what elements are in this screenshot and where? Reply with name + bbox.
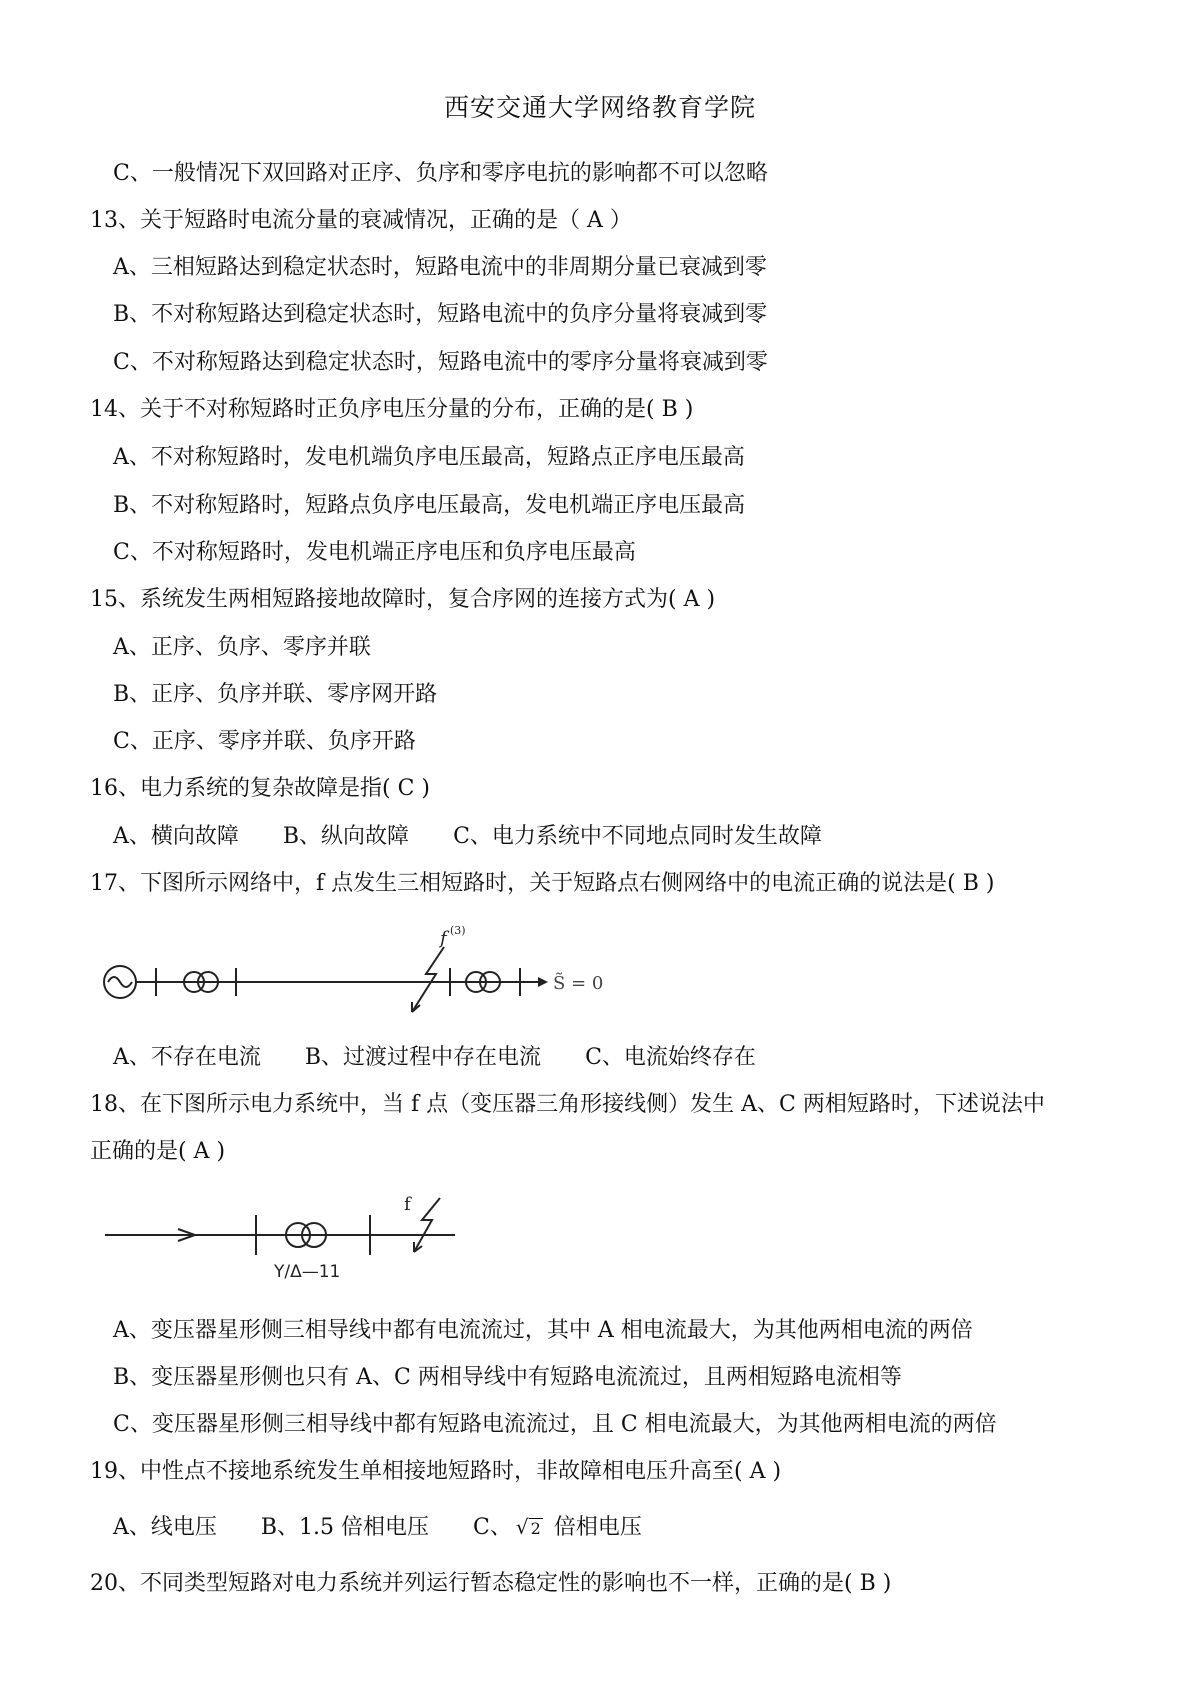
option-16a: A、横向故障 bbox=[113, 824, 239, 849]
figure-17-diagram bbox=[100, 912, 620, 1022]
question-18: 18、在下图所示电力系统中，当 f 点（变压器三角形接线侧）发生 A、C 两相短路时，下述说法中 bbox=[90, 1092, 1045, 1117]
option-14b: B、不对称短路时，短路点负序电压最高，发电机端正序电压最高 bbox=[113, 493, 746, 518]
sqrt-symbol: √ 2 bbox=[515, 1515, 541, 1539]
question-14: 14、关于不对称短路时正负序电压分量的分布，正确的是( B ) bbox=[90, 397, 694, 422]
question-19: 19、中性点不接地系统发生单相接地短路时，非故障相电压升高至( A ) bbox=[90, 1459, 782, 1484]
option-18a: A、变压器星形侧三相导线中都有电流流过，其中 A 相电流最大，为其他两相电流的两倍 bbox=[113, 1318, 973, 1343]
option-18c: C、变压器星形侧三相导线中都有短路电流流过，且 C 相电流最大，为其他两相电流的两倍 bbox=[113, 1412, 997, 1437]
question-18-continued: 正确的是( A ) bbox=[90, 1139, 226, 1164]
option-13a: A、三相短路达到稳定状态时，短路电流中的非周期分量已衰减到零 bbox=[113, 255, 767, 280]
option-12c: C、一般情况下双回路对正序、负序和零序电抗的影响都不可以忽略 bbox=[113, 161, 768, 186]
option-17a: A、不存在电流 bbox=[113, 1045, 261, 1070]
fault-label-sup: (3) bbox=[450, 924, 466, 937]
fault-label-f: f bbox=[404, 1194, 411, 1215]
option-19a: A、线电压 bbox=[113, 1515, 217, 1540]
option-15c: C、正序、零序并联、负序开路 bbox=[113, 729, 416, 754]
option-17c: C、电流始终存在 bbox=[585, 1045, 756, 1070]
option-15a: A、正序、负序、零序并联 bbox=[113, 635, 371, 660]
figure-18-diagram bbox=[100, 1180, 480, 1280]
load-label: S̃ = 0 bbox=[553, 973, 604, 994]
option-18b: B、变压器星形侧也只有 A、C 两相导线中有短路电流流过，且两相短路电流相等 bbox=[113, 1365, 902, 1390]
option-13b: B、不对称短路达到稳定状态时，短路电流中的负序分量将衰减到零 bbox=[113, 302, 768, 327]
option-16c: C、电力系统中不同地点同时发生故障 bbox=[453, 824, 822, 849]
question-20: 20、不同类型短路对电力系统并列运行暂态稳定性的影响也不一样，正确的是( B ) bbox=[90, 1571, 892, 1596]
question-16: 16、电力系统的复杂故障是指( C ) bbox=[90, 776, 430, 801]
option-17b: B、过渡过程中存在电流 bbox=[304, 1045, 542, 1070]
fault-label-f: f bbox=[440, 928, 447, 949]
question-13: 13、关于短路时电流分量的衰减情况，正确的是（ A ） bbox=[90, 208, 632, 233]
option-15b: B、正序、负序并联、零序网开路 bbox=[113, 682, 438, 707]
option-14a: A、不对称短路时，发电机端负序电压最高，短路点正序电压最高 bbox=[113, 445, 745, 470]
transformer-label: Y/Δ—11 bbox=[274, 1262, 341, 1280]
options-19 bbox=[113, 1510, 642, 1541]
option-13c: C、不对称短路达到稳定状态时，短路电流中的零序分量将衰减到零 bbox=[113, 350, 768, 375]
option-14c: C、不对称短路时，发电机端正序电压和负序电压最高 bbox=[113, 540, 636, 565]
page-title: 西安交通大学网络教育学院 bbox=[443, 93, 756, 122]
question-17: 17、下图所示网络中，f 点发生三相短路时，关于短路点右侧网络中的电流正确的说法是( B ) bbox=[90, 871, 995, 896]
options-17 bbox=[113, 1040, 756, 1071]
options-16 bbox=[113, 819, 822, 850]
option-19b: B、1.5 倍相电压 bbox=[260, 1515, 430, 1540]
question-15: 15、系统发生两相短路接地故障时，复合序网的连接方式为( A ) bbox=[90, 587, 716, 612]
option-19c: C、 √ 2 倍相电压 bbox=[473, 1515, 642, 1540]
option-16b: B、纵向故障 bbox=[282, 824, 410, 849]
